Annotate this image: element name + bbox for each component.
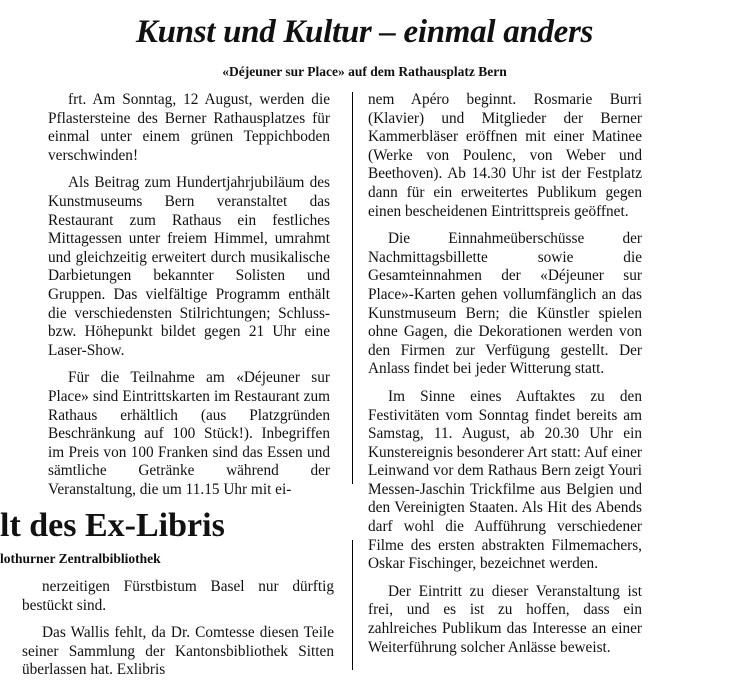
side-article-paragraph: nerzeitigen Fürstbistum Basel nur dürftig bestückt sind. bbox=[22, 578, 334, 614]
article-paragraph: Für die Teilnahme am «Déjeuner sur Place» sind Eintrittskarten im Restaurant zum Rathaus erhältlich (aus Platzgründen Beschränkung auf 100 Stück!). Inbegriffen im Preis von 100 Franken sind das Essen und sämtliche Getränke während der Veranstaltung, die um 11.15 Uhr mit ei- bbox=[48, 369, 330, 498]
column-divider-bottom bbox=[352, 540, 353, 670]
column-divider-top bbox=[352, 92, 353, 484]
article-right-column bbox=[368, 91, 642, 666]
side-article-paragraph: Das Wallis fehlt, da Dr. Comtesse diesen Teile seiner Sammlung der Kantonsbibliothek Sitten überlassen hat. Exlibris bbox=[22, 624, 334, 679]
article-paragraph: Die Einnahmeüberschüsse der Nachmittagsbillette sowie die Gesamteinnahmen der «Déjeuner sur Place»-Karten gehen vollumfänglich an das Kunstmuseum Bern; die Künstler spielen ohne Gagen, die Dekorationen werden von den Firmen zur Verfügung gestellt. Der Anlass findet bei jeder Witterung statt. bbox=[368, 230, 642, 378]
article-paragraph: Als Beitrag zum Hundertjahrjubiläum des Kunstmuseums Bern veranstaltet das Restaurant zum Rathaus ein festliches Mittagessen unter freiem Himmel, umrahmt und gleichzeitig erweitert durch musikalische Darbietungen bekannter Solisten und Gruppen. Das vielfältige Programm enthält die verschiedensten Stilrichtungen; Schluss- bzw. Höhepunkt bildet gegen 21 Uhr eine Laser-Show. bbox=[48, 174, 330, 359]
article-paragraph: Der Eintritt zu dieser Veranstaltung ist frei, und es ist zu hoffen, dass ein zahlreiches Publikum das Interesse an einer Weiterführung solcher Anlässe beweist. bbox=[368, 582, 642, 656]
article-paragraph-continuation: nem Apéro beginnt. Rosmarie Burri (Klavier) und Mitglieder der Berner Kammerbläser eröffnen mit einer Matinee (Werke von Poulenc, von Weber und Beethoven). Ab 14.30 Uhr ist der Festplatz dann für ein erweitertes Publikum gegen einen bescheidenen Eintrittspreis geöffnet. bbox=[368, 91, 642, 220]
side-article-subheadline: lothurner Zentralbibliothek bbox=[0, 551, 161, 566]
article-paragraph: Im Sinne eines Auftaktes zu den Festivitäten vom Sonntag findet bereits am Samstag, 11. August, ab 20.30 Uhr ein Kunstereignis besonderer Art statt: Auf einer Leinwand vor dem Rathaus Bern zeigt Youri Messen-Jaschin Trickfilme aus Belgien und den Vereinigten Staaten. Als Hit des Abends darf wohl die Aufführung verschiedener Filme des ersten abstrakten Filmemachers, Oskar Fischinger, bezeichnet werden. bbox=[368, 387, 642, 573]
side-article-column bbox=[22, 578, 334, 689]
article-left-column bbox=[48, 91, 330, 508]
article-subheadline: «Déjeuner sur Place» auf dem Rathausplatz Bern bbox=[222, 64, 507, 79]
article-paragraph: frt. Am Sonntag, 12 August, werden die Pflastersteine des Berner Rathausplatzes für einmal unter einem grünen Teppichboden verschwinden! bbox=[48, 91, 330, 164]
side-article-headline: lt des Ex-Libris bbox=[0, 507, 225, 544]
article-headline: Kunst und Kultur – einmal anders bbox=[135, 14, 594, 50]
